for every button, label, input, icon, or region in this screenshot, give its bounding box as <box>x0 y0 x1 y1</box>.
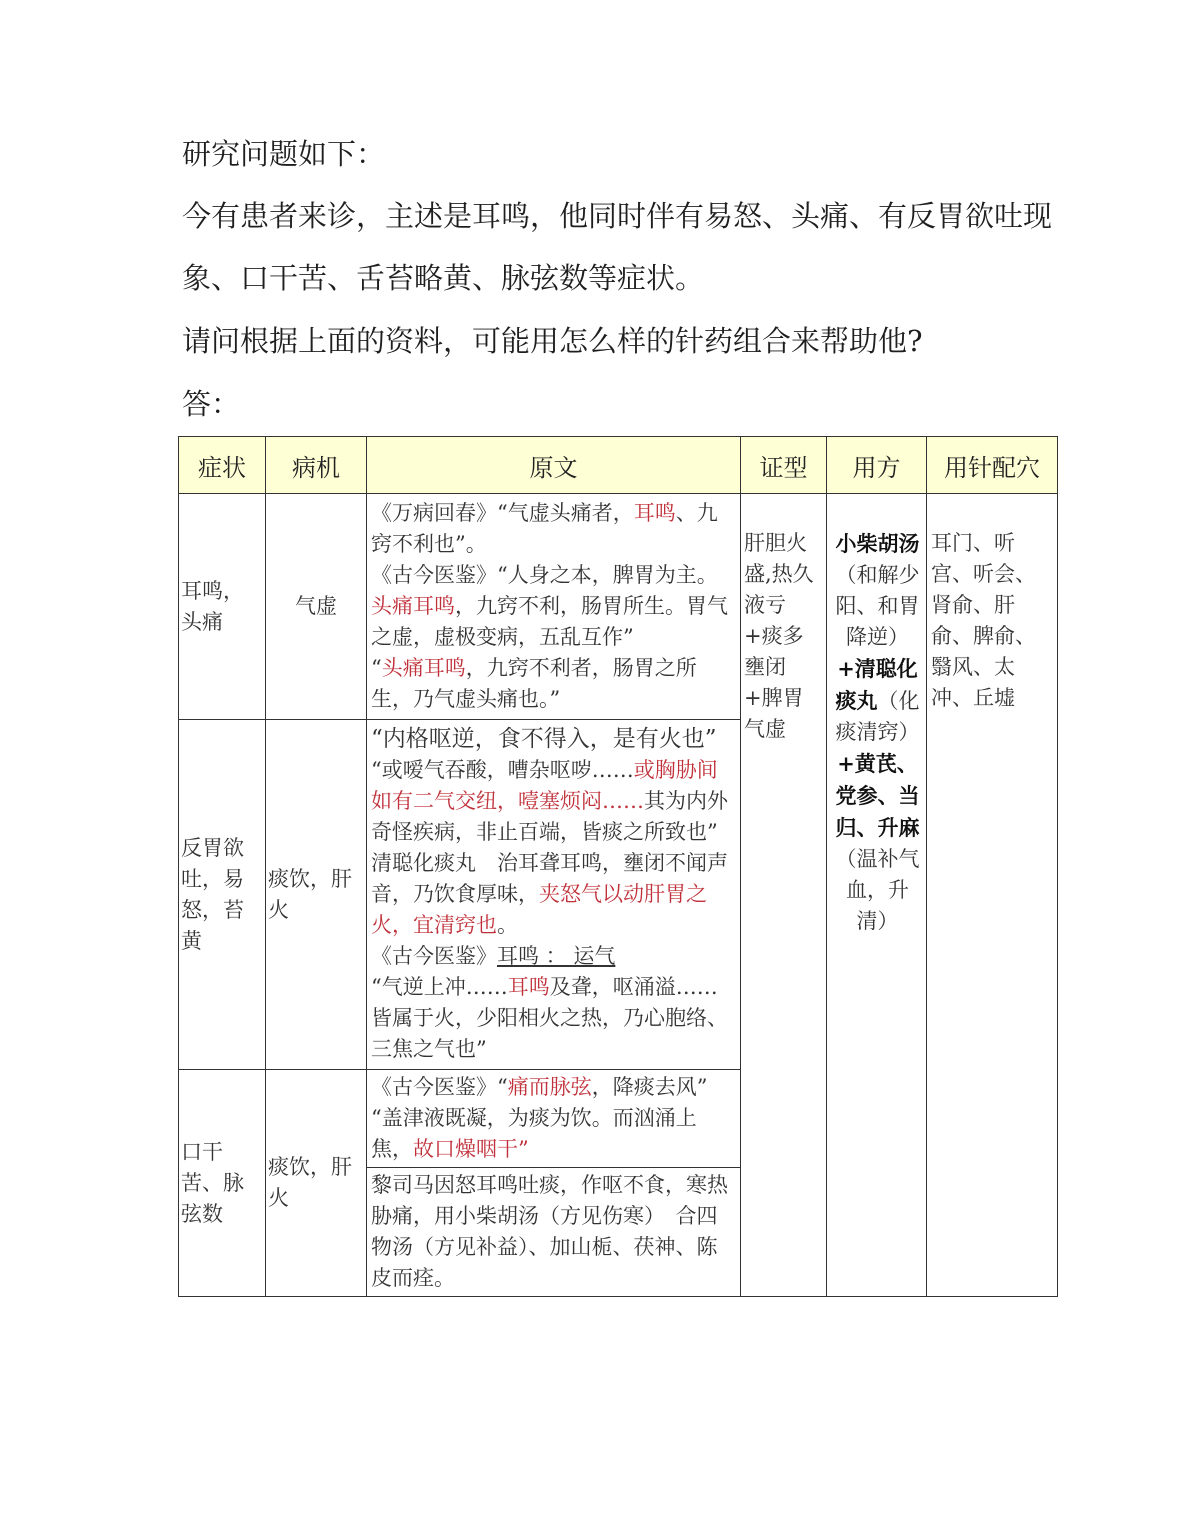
formula-note: （和解少阳、和胃降逆） <box>835 563 920 649</box>
intro-line-1: 研究问题如下： <box>182 137 386 171</box>
source-text: ，降痰去风” <box>591 1075 708 1099</box>
source-text: “气逆上冲…… <box>371 975 508 999</box>
source-text: 《万病回春》“气虚头痛者， <box>371 501 634 525</box>
source-text: 《古今医鉴》“人身之本，脾胃为主。 <box>371 563 718 587</box>
header-acupoints: 用针配穴 <box>927 437 1058 494</box>
symptom-cell <box>179 720 266 1070</box>
source-text: 《古今医鉴》 <box>371 944 497 968</box>
symptom-text: 耳鸣，头痛 <box>181 578 244 634</box>
source-segment <box>367 1168 740 1296</box>
highlight-text: 或胸胁间如有二气交纽，噎塞烦闷…… <box>371 758 718 813</box>
source-text: 其为内外奇怪疾病，非止百端，皆痰之所致也” <box>371 789 728 844</box>
source-text: 。 <box>497 913 518 937</box>
intro-line-2: 今有患者来诊，主述是耳鸣，他同时伴有易怒、头痛、有反胃欲吐现 <box>182 199 1053 233</box>
mechanism-text: 痰饮，肝火 <box>268 1155 352 1210</box>
formula-name: +黄芪、党参、当归、升麻 <box>835 751 920 840</box>
symptom-text: 口干苦、脉弦数 <box>181 1139 244 1226</box>
formula-note: （温补气血，升清） <box>835 847 920 933</box>
source-text-cell <box>367 1070 741 1297</box>
table-row <box>179 494 1058 720</box>
source-text: 黎司马因怒耳鸣吐痰，作呕不食，寒热胁痛，用小柴胡汤（方见伤寒） 合四物汤（方见补益）、加山栀、茯神、陈皮而痊。 <box>371 1173 728 1290</box>
source-text: 、九窍不利也”。 <box>371 501 718 556</box>
source-text: 及聋，呕涌溢……皆属于火，少阳相火之热，乃心胞络、三焦之气也” <box>371 975 728 1061</box>
underlined-text: 耳鸣 ： 运气 <box>497 944 616 968</box>
mechanism-text: 痰饮，肝火 <box>268 866 352 922</box>
source-text: “或嗳气吞酸，嘈杂呕哕…… <box>371 758 634 782</box>
highlight-text: 头痛耳鸣 <box>371 594 455 618</box>
formula-cell <box>827 494 927 1297</box>
header-mechanism: 病机 <box>266 437 367 494</box>
highlight-text: 夹怒气以动肝胃之火，宜清窍也 <box>371 882 707 937</box>
source-text: “内格呕逆，食不得入，是有火也” <box>371 726 717 752</box>
symptom-cell <box>179 494 266 720</box>
answer-label: 答： <box>182 387 241 421</box>
source-text: 《古今医鉴》“ <box>371 1075 508 1099</box>
pattern-cell <box>741 494 827 1297</box>
highlight-text: 头痛耳鸣 <box>381 656 466 680</box>
source-text: 清聪化痰丸 治耳聋耳鸣，壅闭不闻声音，乃饮食厚味， <box>371 851 728 906</box>
source-text-cell <box>367 720 741 1070</box>
header-pattern: 证型 <box>741 437 827 494</box>
mechanism-cell <box>266 720 367 1070</box>
symptom-text: 反胃欲吐，易怒，苔黄 <box>181 835 244 953</box>
header-source-text: 原文 <box>367 437 741 494</box>
analysis-table <box>178 436 1058 1297</box>
intro-line-4: 请问根据上面的资料，可能用怎么样的针药组合来帮助他? <box>182 324 923 358</box>
acupoints-text: 耳门、听宫、听会、肾俞、肝俞、脾俞、翳风、太冲、丘墟 <box>931 531 1036 710</box>
symptom-cell <box>179 1070 266 1297</box>
formula-name: 小柴胡汤 <box>835 531 920 556</box>
mechanism-cell <box>266 1070 367 1297</box>
acupoints-cell <box>927 494 1058 1297</box>
header-symptom: 症状 <box>179 437 266 494</box>
formula-name: +清聪化痰丸 <box>835 656 918 713</box>
source-text-cell <box>367 494 741 720</box>
mechanism-cell <box>266 494 367 720</box>
source-text: “ <box>371 656 382 680</box>
highlight-text: 痛而脉弦 <box>507 1075 592 1099</box>
highlight-text: 故口燥咽干” <box>413 1137 529 1161</box>
intro-line-3: 象、口干苦、舌苔略黄、脉弦数等症状。 <box>182 261 705 295</box>
table-header-row <box>179 437 1058 494</box>
source-text: ，九窍不利者，肠胃之所生，乃气虚头痛也。” <box>371 656 697 711</box>
mechanism-text: 气虚 <box>295 594 337 618</box>
pattern-text: 肝胆火盛,热久液亏+痰多壅闭+脾胃气虚 <box>744 531 814 741</box>
source-text: ，九窍不利，肠胃所生。胃气之虚，虚极变病，五乱互作” <box>371 594 728 649</box>
source-segment <box>367 1070 740 1168</box>
formula-note: （化痰清窍） <box>835 689 920 744</box>
highlight-text: 耳鸣 <box>507 975 550 999</box>
source-text: “盖津液既凝，为痰为饮。而汹涌上焦， <box>371 1106 697 1161</box>
highlight-text: 耳鸣 <box>633 501 676 525</box>
header-formula: 用方 <box>827 437 927 494</box>
